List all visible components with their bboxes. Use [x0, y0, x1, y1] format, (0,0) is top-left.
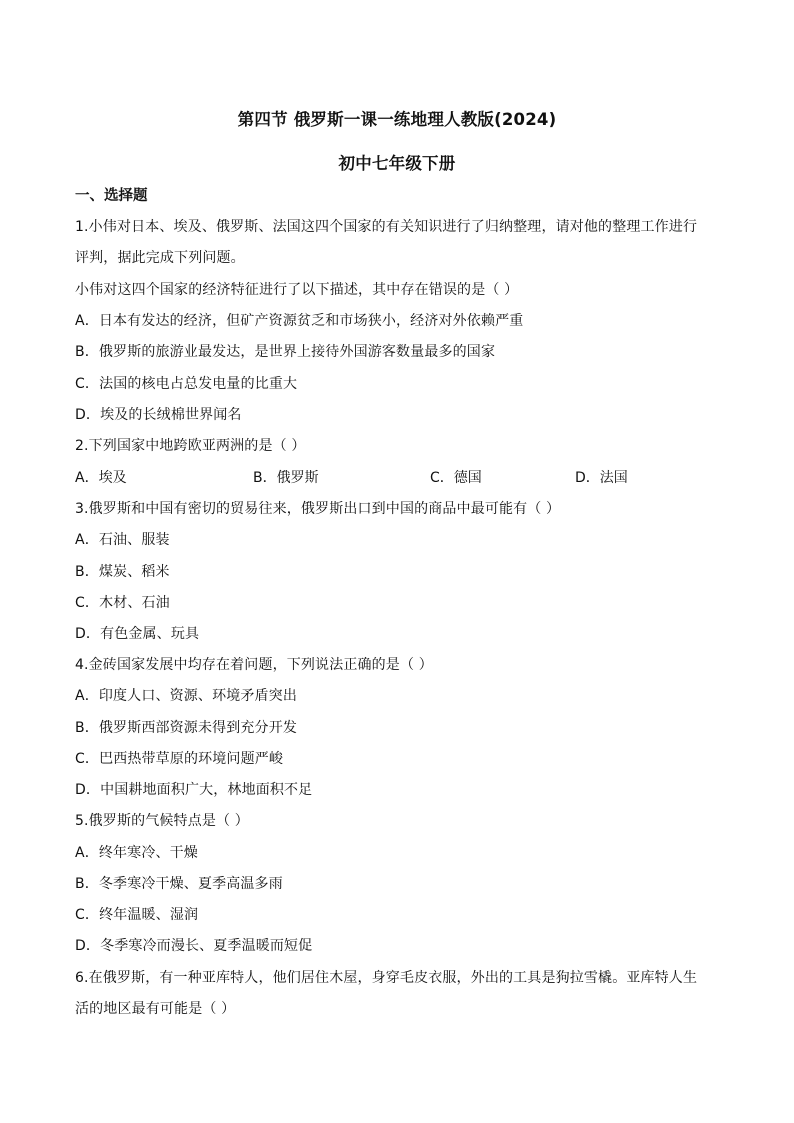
document-title: 第四节 俄罗斯一课一练地理人教版(2024)	[237, 110, 557, 129]
question-1-option-c: C．法国的核电占总发电量的比重大	[75, 376, 298, 392]
question-5-stem: 5.俄罗斯的气候特点是（ ）	[75, 813, 249, 829]
question-2-option-b: B．俄罗斯	[253, 470, 319, 486]
question-1-option-d: D．埃及的长绒棉世界闻名	[75, 407, 242, 423]
question-6-stem-line1: 6.在俄罗斯，有一种亚库特人，他们居住木屋，身穿毛皮衣服，外出的工具是狗拉雪橇。亚库特人生	[75, 970, 698, 986]
question-5-option-a: A．终年寒冷、干燥	[75, 845, 198, 861]
question-2-option-c: C．德国	[430, 470, 482, 486]
question-6-stem-line2: 活的地区最有可能是（ ）	[75, 1001, 236, 1017]
question-4-stem: 4.金砖国家发展中均存在着问题，下列说法正确的是（ ）	[75, 657, 433, 673]
question-5-option-b: B．冬季寒冷干燥、夏季高温多雨	[75, 876, 283, 892]
question-4-option-b: B．俄罗斯西部资源未得到充分开发	[75, 720, 298, 736]
question-5-option-c: C．终年温暖、湿润	[75, 907, 199, 923]
question-1-option-b: B．俄罗斯的旅游业最发达，是世界上接待外国游客数量最多的国家	[75, 344, 496, 360]
question-3-option-c: C．木材、石油	[75, 595, 170, 611]
question-3-option-b: B．煤炭、稻米	[75, 564, 170, 580]
question-2-option-a: A．埃及	[75, 470, 127, 486]
document-subtitle: 初中七年级下册	[338, 154, 456, 173]
question-1-sub-stem: 小伟对这四个国家的经济特征进行了以下描述，其中存在错误的是（ ）	[75, 282, 519, 298]
question-4-option-d: D．中国耕地面积广大，林地面积不足	[75, 782, 313, 798]
section-heading: 一、选择题	[75, 188, 148, 204]
question-3-option-d: D．有色金属、玩具	[75, 626, 200, 642]
question-3-stem: 3.俄罗斯和中国有密切的贸易往来，俄罗斯出口到中国的商品中最可能有（ ）	[75, 501, 561, 517]
question-1-stem-line2: 评判，据此完成下列问题。	[75, 250, 245, 266]
question-2-stem: 2.下列国家中地跨欧亚两洲的是（ ）	[75, 438, 306, 454]
question-4-option-c: C．巴西热带草原的环境问题严峻	[75, 751, 284, 767]
question-2-option-d: D．法国	[575, 470, 628, 486]
question-1-option-a: A．日本有发达的经济，但矿产资源贫乏和市场狭小，经济对外依赖严重	[75, 313, 524, 329]
question-1-stem-line1: 1.小伟对日本、埃及、俄罗斯、法国这四个国家的有关知识进行了归纳整理，请对他的整理工作进行	[75, 219, 698, 235]
question-5-option-d: D．冬季寒冷而漫长、夏季温暖而短促	[75, 938, 313, 954]
question-4-option-a: A．印度人口、资源、环境矛盾突出	[75, 688, 297, 704]
question-3-option-a: A．石油、服装	[75, 532, 170, 548]
